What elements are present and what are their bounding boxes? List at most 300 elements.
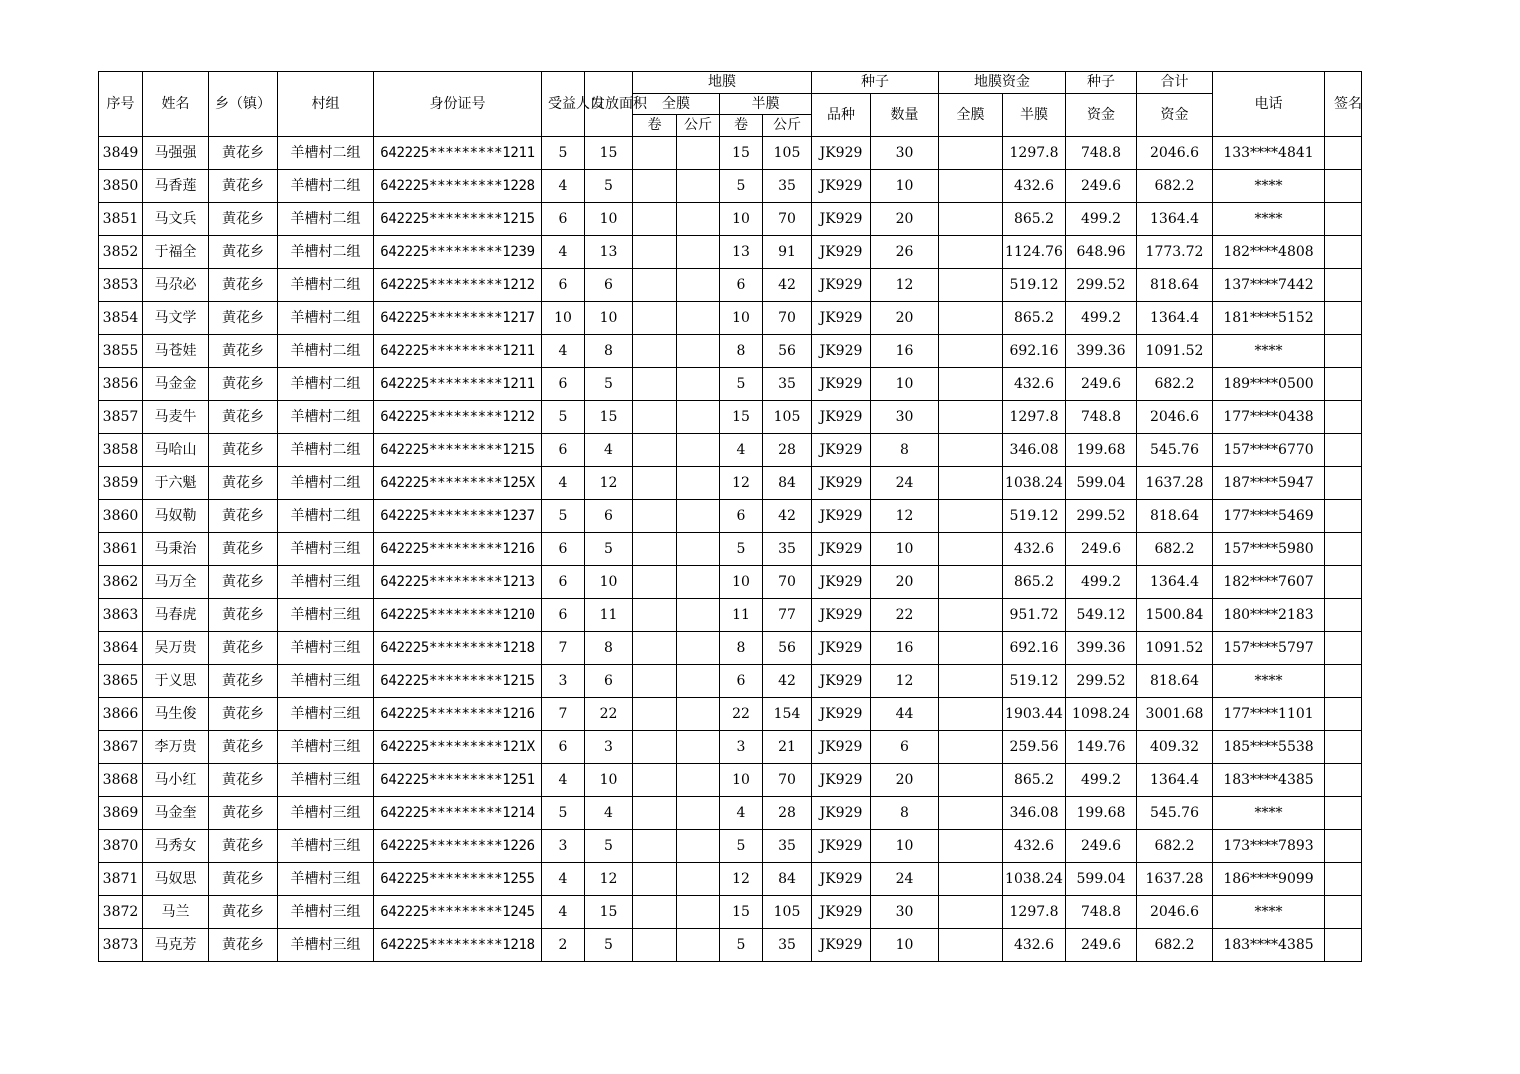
cell-seq: 3869 [99,797,143,830]
cell-signature [1325,401,1362,434]
cell-full-kg [677,137,720,170]
cell-variety: JK929 [812,368,871,401]
cell-fund-half: 1297.8 [1003,401,1066,434]
cell-id: 642225*********1217 [374,302,542,335]
cell-id: 642225*********1216 [374,698,542,731]
cell-area: 15 [585,896,633,929]
header-seed: 种子 [812,72,939,94]
cell-signature [1325,500,1362,533]
cell-quantity: 10 [871,368,939,401]
cell-fund-full [939,566,1003,599]
cell-total: 1091.52 [1137,632,1213,665]
cell-town: 黄花乡 [209,236,278,269]
header-full-roll: 卷 [633,115,677,137]
cell-full-kg [677,500,720,533]
cell-half-roll: 15 [720,137,763,170]
cell-town: 黄花乡 [209,599,278,632]
cell-half-kg: 35 [763,830,812,863]
cell-fund-full [939,896,1003,929]
cell-village: 羊槽村二组 [278,467,374,500]
cell-signature [1325,896,1362,929]
cell-fund-half: 519.12 [1003,665,1066,698]
cell-full-kg [677,533,720,566]
cell-total: 2046.6 [1137,896,1213,929]
cell-full-kg [677,665,720,698]
cell-fund-half: 432.6 [1003,533,1066,566]
cell-seed-fund: 249.6 [1066,368,1137,401]
cell-half-roll: 3 [720,731,763,764]
cell-seed-fund: 249.6 [1066,170,1137,203]
cell-variety: JK929 [812,764,871,797]
cell-area: 15 [585,137,633,170]
cell-fund-full [939,203,1003,236]
cell-full-roll [633,467,677,500]
cell-seed-fund: 748.8 [1066,896,1137,929]
cell-seq: 3852 [99,236,143,269]
cell-half-kg: 42 [763,500,812,533]
cell-half-roll: 13 [720,236,763,269]
cell-fund-half: 259.56 [1003,731,1066,764]
header-name: 姓名 [143,72,209,137]
cell-signature [1325,170,1362,203]
cell-quantity: 8 [871,797,939,830]
cell-half-kg: 70 [763,203,812,236]
cell-variety: JK929 [812,203,871,236]
header-id: 身份证号 [374,72,542,137]
cell-full-roll [633,764,677,797]
table-row [99,335,1362,368]
cell-town: 黄花乡 [209,566,278,599]
cell-full-kg [677,863,720,896]
cell-quantity: 20 [871,764,939,797]
cell-id: 642225*********1211 [374,368,542,401]
cell-quantity: 24 [871,863,939,896]
cell-total: 2046.6 [1137,401,1213,434]
cell-fund-full [939,335,1003,368]
cell-total: 1364.4 [1137,203,1213,236]
cell-variety: JK929 [812,335,871,368]
cell-phone: **** [1213,896,1325,929]
table-row [99,698,1362,731]
table-row [99,599,1362,632]
cell-id: 642225*********1245 [374,896,542,929]
cell-phone: 157****5797 [1213,632,1325,665]
header-total-top: 合计 [1137,72,1213,94]
cell-half-kg: 42 [763,665,812,698]
cell-town: 黄花乡 [209,764,278,797]
cell-name: 于义思 [143,665,209,698]
cell-full-kg [677,830,720,863]
cell-fund-half: 1297.8 [1003,137,1066,170]
cell-people: 4 [542,863,585,896]
cell-id: 642225*********1212 [374,269,542,302]
cell-half-kg: 56 [763,335,812,368]
cell-people: 3 [542,830,585,863]
cell-name: 马麦牛 [143,401,209,434]
cell-name: 李万贵 [143,731,209,764]
cell-full-kg [677,170,720,203]
cell-name: 马秉治 [143,533,209,566]
cell-name: 马尕必 [143,269,209,302]
cell-town: 黄花乡 [209,401,278,434]
cell-seed-fund: 549.12 [1066,599,1137,632]
cell-quantity: 30 [871,896,939,929]
cell-village: 羊槽村二组 [278,500,374,533]
cell-name: 于六魁 [143,467,209,500]
cell-people: 6 [542,434,585,467]
cell-name: 马哈山 [143,434,209,467]
cell-total: 1364.4 [1137,566,1213,599]
cell-seed-fund: 299.52 [1066,665,1137,698]
cell-phone: 189****0500 [1213,368,1325,401]
cell-people: 5 [542,137,585,170]
cell-area: 8 [585,632,633,665]
cell-half-roll: 5 [720,533,763,566]
cell-fund-half: 346.08 [1003,797,1066,830]
cell-signature [1325,269,1362,302]
cell-fund-full [939,797,1003,830]
cell-town: 黄花乡 [209,830,278,863]
cell-full-kg [677,434,720,467]
cell-id: 642225*********1239 [374,236,542,269]
cell-town: 黄花乡 [209,797,278,830]
cell-name: 马生俊 [143,698,209,731]
cell-total: 1500.84 [1137,599,1213,632]
cell-fund-half: 1903.44 [1003,698,1066,731]
cell-town: 黄花乡 [209,533,278,566]
cell-seq: 3866 [99,698,143,731]
cell-signature [1325,137,1362,170]
cell-id: 642225*********1215 [374,665,542,698]
cell-phone: 137****7442 [1213,269,1325,302]
cell-quantity: 20 [871,203,939,236]
cell-quantity: 16 [871,632,939,665]
cell-people: 7 [542,698,585,731]
cell-name: 马奴勒 [143,500,209,533]
cell-half-roll: 10 [720,566,763,599]
cell-phone: **** [1213,170,1325,203]
cell-village: 羊槽村二组 [278,368,374,401]
cell-seed-fund: 299.52 [1066,269,1137,302]
cell-half-roll: 10 [720,203,763,236]
cell-id: 642225*********1212 [374,401,542,434]
cell-fund-half: 346.08 [1003,434,1066,467]
header-quantity: 数量 [871,94,939,137]
cell-full-roll [633,830,677,863]
cell-village: 羊槽村三组 [278,929,374,962]
cell-area: 6 [585,500,633,533]
cell-fund-half: 432.6 [1003,929,1066,962]
cell-town: 黄花乡 [209,170,278,203]
cell-people: 6 [542,269,585,302]
cell-seq: 3862 [99,566,143,599]
cell-seed-fund: 199.68 [1066,797,1137,830]
table-row [99,929,1362,962]
cell-area: 5 [585,533,633,566]
cell-fund-full [939,434,1003,467]
cell-phone: 157****5980 [1213,533,1325,566]
cell-phone: **** [1213,203,1325,236]
cell-full-roll [633,797,677,830]
cell-quantity: 12 [871,269,939,302]
header-beneficiaries: 受益人口 [542,72,585,137]
cell-name: 马文兵 [143,203,209,236]
cell-total: 682.2 [1137,929,1213,962]
cell-village: 羊槽村三组 [278,896,374,929]
cell-name: 马万全 [143,566,209,599]
cell-name: 马小红 [143,764,209,797]
cell-area: 13 [585,236,633,269]
cell-variety: JK929 [812,830,871,863]
cell-full-roll [633,929,677,962]
cell-seq: 3867 [99,731,143,764]
cell-id: 642225*********1237 [374,500,542,533]
cell-village: 羊槽村二组 [278,236,374,269]
cell-name: 于福全 [143,236,209,269]
cell-fund-full [939,533,1003,566]
table-row [99,896,1362,929]
cell-area: 8 [585,335,633,368]
subsidy-table [98,71,1362,962]
cell-phone: 157****6770 [1213,434,1325,467]
cell-full-roll [633,368,677,401]
cell-town: 黄花乡 [209,632,278,665]
cell-half-roll: 10 [720,764,763,797]
cell-village: 羊槽村二组 [278,137,374,170]
table-row [99,269,1362,302]
cell-seed-fund: 199.68 [1066,434,1137,467]
cell-total: 409.32 [1137,731,1213,764]
cell-id: 642225*********1216 [374,533,542,566]
cell-seed-fund: 499.2 [1066,566,1137,599]
cell-area: 12 [585,863,633,896]
cell-half-kg: 28 [763,797,812,830]
cell-people: 4 [542,335,585,368]
cell-half-kg: 56 [763,632,812,665]
cell-half-kg: 35 [763,533,812,566]
cell-variety: JK929 [812,170,871,203]
cell-full-roll [633,566,677,599]
header-area: 发放面积 [585,72,633,137]
cell-full-kg [677,797,720,830]
cell-people: 3 [542,665,585,698]
cell-name: 马金金 [143,368,209,401]
cell-town: 黄花乡 [209,434,278,467]
cell-area: 10 [585,764,633,797]
cell-people: 4 [542,236,585,269]
cell-fund-full [939,632,1003,665]
cell-town: 黄花乡 [209,269,278,302]
cell-total: 818.64 [1137,269,1213,302]
cell-quantity: 8 [871,434,939,467]
cell-phone: 182****4808 [1213,236,1325,269]
cell-fund-full [939,929,1003,962]
cell-full-roll [633,302,677,335]
cell-signature [1325,236,1362,269]
cell-name: 马秀女 [143,830,209,863]
cell-signature [1325,665,1362,698]
cell-area: 15 [585,401,633,434]
cell-people: 6 [542,599,585,632]
cell-area: 22 [585,698,633,731]
cell-seed-fund: 249.6 [1066,929,1137,962]
cell-phone: 177****0438 [1213,401,1325,434]
cell-fund-full [939,236,1003,269]
cell-seq: 3861 [99,533,143,566]
cell-half-kg: 70 [763,302,812,335]
cell-half-kg: 21 [763,731,812,764]
cell-fund-full [939,731,1003,764]
cell-phone: 187****5947 [1213,467,1325,500]
cell-variety: JK929 [812,698,871,731]
cell-town: 黄花乡 [209,335,278,368]
cell-fund-half: 519.12 [1003,500,1066,533]
cell-variety: JK929 [812,236,871,269]
cell-name: 马兰 [143,896,209,929]
cell-full-roll [633,137,677,170]
cell-full-roll [633,632,677,665]
cell-quantity: 22 [871,599,939,632]
cell-name: 马香莲 [143,170,209,203]
cell-total: 2046.6 [1137,137,1213,170]
cell-signature [1325,203,1362,236]
cell-half-roll: 4 [720,434,763,467]
table-row [99,731,1362,764]
cell-variety: JK929 [812,632,871,665]
cell-total: 1637.28 [1137,467,1213,500]
cell-seed-fund: 249.6 [1066,830,1137,863]
cell-signature [1325,533,1362,566]
cell-full-kg [677,632,720,665]
cell-town: 黄花乡 [209,137,278,170]
cell-half-kg: 35 [763,170,812,203]
table-row [99,797,1362,830]
cell-seq: 3871 [99,863,143,896]
cell-seed-fund: 149.76 [1066,731,1137,764]
cell-full-kg [677,599,720,632]
cell-area: 5 [585,368,633,401]
cell-seq: 3856 [99,368,143,401]
cell-phone: **** [1213,335,1325,368]
cell-signature [1325,566,1362,599]
cell-area: 6 [585,665,633,698]
cell-full-roll [633,269,677,302]
cell-fund-half: 865.2 [1003,764,1066,797]
table-row [99,368,1362,401]
cell-quantity: 10 [871,830,939,863]
cell-full-kg [677,368,720,401]
cell-town: 黄花乡 [209,302,278,335]
cell-area: 5 [585,929,633,962]
cell-town: 黄花乡 [209,698,278,731]
cell-people: 4 [542,764,585,797]
cell-full-kg [677,401,720,434]
cell-fund-half: 865.2 [1003,302,1066,335]
cell-people: 6 [542,566,585,599]
table-row [99,203,1362,236]
cell-people: 6 [542,368,585,401]
cell-fund-half: 432.6 [1003,830,1066,863]
cell-town: 黄花乡 [209,500,278,533]
cell-full-kg [677,269,720,302]
cell-phone: 186****9099 [1213,863,1325,896]
cell-total: 3001.68 [1137,698,1213,731]
cell-id: 642225*********1214 [374,797,542,830]
cell-seed-fund: 399.36 [1066,632,1137,665]
cell-half-roll: 12 [720,863,763,896]
cell-variety: JK929 [812,137,871,170]
header-signature: 签名 [1325,72,1362,137]
cell-people: 6 [542,533,585,566]
table-row [99,863,1362,896]
cell-variety: JK929 [812,434,871,467]
cell-signature [1325,599,1362,632]
cell-people: 4 [542,170,585,203]
cell-phone: 180****2183 [1213,599,1325,632]
cell-full-kg [677,335,720,368]
cell-village: 羊槽村三组 [278,698,374,731]
cell-quantity: 20 [871,566,939,599]
header-film-funds: 地膜资金 [939,72,1066,94]
cell-half-roll: 22 [720,698,763,731]
cell-variety: JK929 [812,467,871,500]
cell-quantity: 30 [871,401,939,434]
cell-half-roll: 15 [720,896,763,929]
cell-full-kg [677,236,720,269]
cell-fund-full [939,269,1003,302]
cell-total: 1637.28 [1137,863,1213,896]
cell-fund-full [939,368,1003,401]
cell-id: 642225*********1226 [374,830,542,863]
cell-fund-half: 951.72 [1003,599,1066,632]
cell-signature [1325,830,1362,863]
cell-people: 5 [542,500,585,533]
cell-village: 羊槽村三组 [278,830,374,863]
cell-fund-full [939,467,1003,500]
cell-half-roll: 5 [720,830,763,863]
cell-fund-half: 1124.76 [1003,236,1066,269]
cell-id: 642225*********121X [374,731,542,764]
header-full-kg: 公斤 [677,115,720,137]
cell-people: 4 [542,896,585,929]
cell-town: 黄花乡 [209,731,278,764]
cell-full-roll [633,335,677,368]
cell-phone: 181****5152 [1213,302,1325,335]
cell-village: 羊槽村二组 [278,302,374,335]
cell-phone: **** [1213,665,1325,698]
cell-half-kg: 105 [763,896,812,929]
cell-half-roll: 8 [720,632,763,665]
cell-people: 5 [542,401,585,434]
cell-phone: 133****4841 [1213,137,1325,170]
cell-id: 642225*********1251 [374,764,542,797]
cell-signature [1325,335,1362,368]
cell-full-roll [633,236,677,269]
cell-total: 1364.4 [1137,764,1213,797]
cell-seq: 3870 [99,830,143,863]
cell-fund-half: 432.6 [1003,368,1066,401]
cell-seed-fund: 599.04 [1066,863,1137,896]
cell-full-kg [677,929,720,962]
cell-seq: 3873 [99,929,143,962]
cell-half-kg: 84 [763,863,812,896]
cell-seed-fund: 299.52 [1066,500,1137,533]
cell-full-roll [633,434,677,467]
cell-seed-fund: 499.2 [1066,203,1137,236]
cell-area: 4 [585,797,633,830]
cell-full-kg [677,698,720,731]
cell-signature [1325,368,1362,401]
